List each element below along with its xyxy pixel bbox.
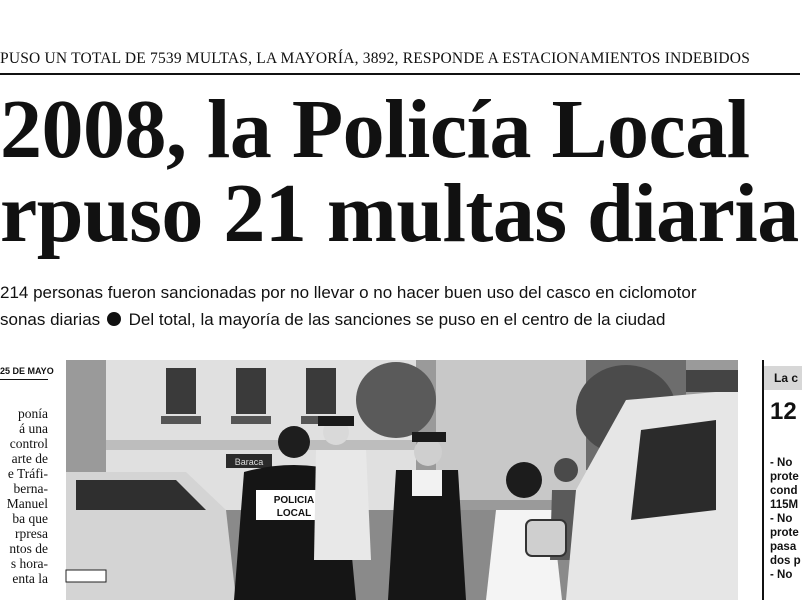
news-photo (66, 360, 738, 600)
article-line: control (9, 436, 48, 451)
article-line: ponía (18, 406, 48, 421)
sidebar-line: prote (770, 527, 799, 539)
sidebar-line: prote (770, 471, 799, 483)
article-line: arte de (11, 451, 48, 466)
article-line: á una (19, 421, 48, 436)
article-line: ntos de (9, 541, 48, 556)
kicker-headline: PUSO UN TOTAL DE 7539 MULTAS, LA MAYORÍA, 3892, RESPONDE A ESTACIONAMIENTOS INDEBIDOS (0, 50, 751, 67)
article-line: ba que (12, 511, 48, 526)
article-line: e Tráfi- (7, 466, 48, 481)
sidebar-line: - No (770, 457, 793, 469)
article-dateline: 25 DE MAYO (0, 366, 48, 380)
sidebar-number: 12 (770, 398, 797, 425)
article-line: berna- (13, 481, 48, 496)
deck-line-2-a: sonas diarias (0, 310, 101, 329)
vest-label-1: POLICIA (273, 495, 315, 506)
article-body-column (0, 406, 48, 586)
sidebar-line: cond (770, 485, 798, 497)
sidebar-line: - No (770, 569, 793, 581)
shop-sign-text: Baraca (234, 457, 264, 467)
headline-line-1: 2008, la Policía Local (0, 83, 750, 176)
sidebar-box (762, 360, 802, 600)
article-line: enta la (12, 571, 48, 586)
sidebar-list (770, 456, 802, 582)
deck-line-2-b: Del total, la mayoría de las sanciones se puso en el centro de la ciudad (128, 310, 666, 329)
article-line: Manuel (6, 496, 48, 511)
headline-line-2: rpuso 21 multas diaria (0, 167, 799, 260)
kicker-rule (0, 73, 800, 75)
sidebar-header: La c (764, 366, 802, 390)
sidebar-line: 115M (770, 499, 799, 511)
vest-label-2: LOCAL (276, 508, 312, 519)
deck-line-1: 214 personas fueron sancionadas por no llevar o no hacer buen uso del casco en ciclomotor (0, 283, 697, 302)
article-line: rpresa (15, 526, 48, 541)
sidebar-line: dos p (770, 555, 801, 567)
deck-line-2 (0, 307, 800, 333)
bullet-icon (107, 312, 121, 326)
sidebar-line: pasa (770, 541, 797, 553)
article-line: s hora- (10, 556, 48, 571)
sidebar-line: - No (770, 513, 793, 525)
